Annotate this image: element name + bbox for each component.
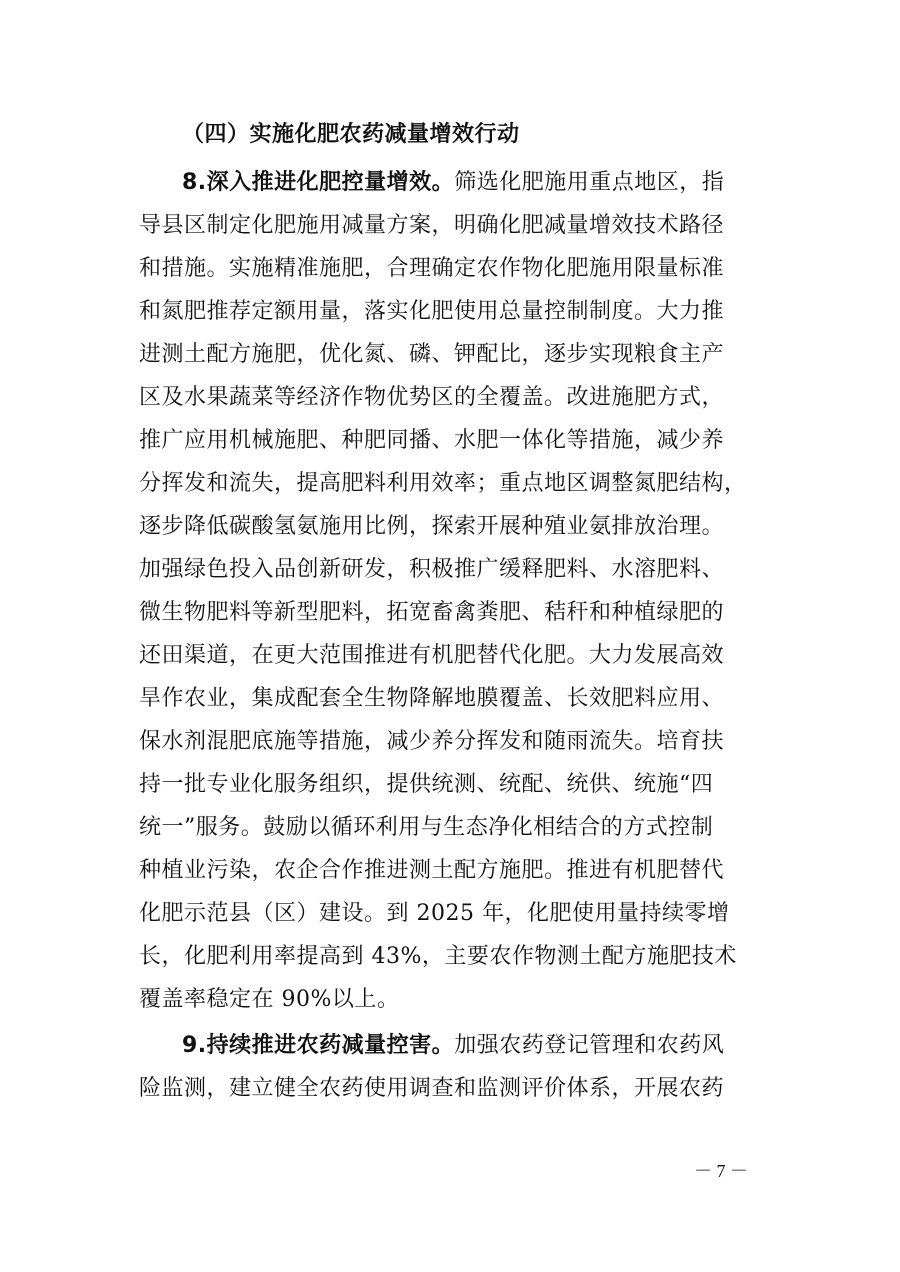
paragraph-8-line: 统一”服务。鼓励以循环利用与生态净化相结合的方式控制 (139, 815, 714, 840)
paragraph-8-line: 逐步降低碳酸氢氨施用比例，探索开展种殖业氨排放治理。 (139, 514, 725, 539)
paragraph-8-number: 8. (182, 170, 207, 195)
paragraph-8-line: 区及水果蔬菜等经济作物优势区的全覆盖。改进施肥方式， (139, 385, 725, 410)
paragraph-8-line: 和氮肥推荐定额用量，落实化肥使用总量控制制度。大力推 (139, 299, 725, 324)
paragraph-8-line: 加强绿色投入品创新研发，积极推广缓释肥料、水溶肥料、 (139, 557, 725, 582)
paragraph-9-line1-text: 加强农药登记管理和农药风 (454, 1033, 725, 1058)
paragraph-9-title: 持续推进农药减量控害。 (206, 1033, 455, 1058)
page-number: － 7 － (694, 1161, 748, 1181)
paragraph-8-line: 种植业污染，农企合作推进测土配方施肥。推进有机肥替代 (139, 858, 725, 883)
paragraph-8-line: 分挥发和流失，提高肥料利用效率；重点地区调整氮肥结构， (139, 471, 747, 496)
paragraph-8-line: 微生物肥料等新型肥料，拓宽畜禽粪肥、秸秆和种植绿肥的 (139, 600, 725, 625)
paragraph-9-line: 险监测，建立健全农药使用调查和监测评价体系，开展农药 (139, 1076, 725, 1101)
paragraph-8-line: 进测土配方施肥，优化氮、磷、钾配比，逐步实现粮食主产 (139, 342, 725, 367)
paragraph-8-first-line (182, 168, 812, 198)
paragraph-8-line: 保水剂混肥底施等措施，减少养分挥发和随雨流失。培育扶 (139, 729, 725, 754)
paragraph-8-title: 深入推进化肥控量增效。 (206, 170, 455, 195)
paragraph-8-line: 导县区制定化肥施用减量方案，明确化肥减量增效技术路径 (139, 213, 725, 238)
paragraph-9-first-line (182, 1031, 812, 1061)
paragraph-9-number: 9. (182, 1033, 207, 1058)
section-heading: （四）实施化肥农药减量增效行动 (182, 122, 520, 147)
paragraph-8-line: 持一批专业化服务组织，提供统测、统配、统供、统施“四 (139, 772, 714, 797)
paragraph-8-line: 推广应用机械施肥、种肥同播、水肥一体化等措施，减少养 (139, 428, 725, 453)
paragraph-8-line: 和措施。实施精准施肥，合理确定农作物化肥施用限量标准 (139, 256, 725, 281)
paragraph-8-line: 覆盖率稳定在 90%以上。 (139, 987, 400, 1012)
paragraph-8-line: 旱作农业，集成配套全生物降解地膜覆盖、长效肥料应用、 (139, 686, 725, 711)
paragraph-8-line: 化肥示范县（区）建设。到 2025 年，化肥使用量持续零增 (139, 901, 730, 926)
paragraph-8-line: 长，化肥利用率提高到 43%，主要农作物测土配方施肥技术 (139, 944, 737, 969)
paragraph-8-line: 还田渠道，在更大范围推进有机肥替代化肥。大力发展高效 (139, 643, 725, 668)
paragraph-8-line1-text: 筛选化肥施用重点地区，指 (454, 170, 725, 195)
